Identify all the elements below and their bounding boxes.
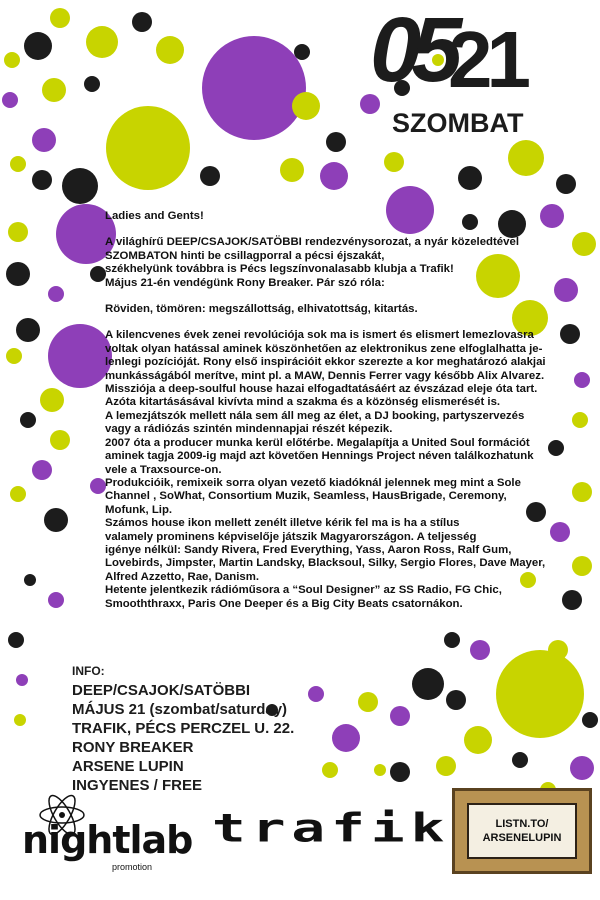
polka-dot (444, 632, 460, 648)
polka-dot (570, 756, 594, 780)
polka-dot (436, 756, 456, 776)
polka-dot (358, 692, 378, 712)
listn-line2: ARSENELUPIN (482, 832, 562, 844)
polka-dot (50, 430, 70, 450)
polka-dot (496, 650, 584, 738)
nightlab-subtitle: promotion (112, 862, 153, 872)
info-line: MÁJUS 21 (szombat/saturday) (72, 701, 288, 718)
biography-paragraph: A kilencvenes évek zenei revolúciója sok ma is ismert és elismert lemezlovasra voltak olyan hatással aminek köszönhetően az elektronikus zene elfoglalhatta je- lenlegi pozícióját. Rony első inspirációit ekkor szerezte a kor meghatározó alakjai munkásságából merítve, mint pl. a MAW, Dennis Ferrer vagy később Alix Alvarez. Missziója a deep-soulful house hazai elfogadtatásáért az évszázad eleje óta tart. Azóta kitartásásával kivívta mind a szakma és a közönség elismerését is. A lemezjátszók mellett nála sem áll meg az élet, a DJ booking, partyszervezés vagy a rádiózás szintén mindennapjai részét képezik. 2007 óta a producer munka kerül előtérbe. Megalapítja a United Soul formációt aminek tagja 2009-ig majd azt követően Hennings Project néven találkozhatunk vele a Traxsource-on. Produkcióik, remixeik sorra olyan vezető kiadóknál jelennek meg mint a Sole Channel , SoWhat, Consortium Muzik, Seamless, HausBrigade, Ceremony, Mofunk, Lip. Számos house ikon mellett zenélt illetve kérik fel ma is ha a stílus valamely prominens képviselője játszik Magyarországon. A teljesség igénye nélkül: Sandy Rivera, Fred Everything, Yass, Aaron Ross, Ralf Gum, Lovebirds, Jimpster, Martin Landsky, Blacksoul, Silky, Sergio Flores, Dave Mayer, Alfred Azzetto, Rae, Danism. Hetente jelentkezik rádióműsora a “Soul Designer” az SS Radio, FG Chic, Smooththraxx, Paris One Deeper és a Big City Beats csatornákon. (105, 329, 546, 610)
polka-dot (560, 324, 580, 344)
polka-dot (90, 478, 106, 494)
info-line: DEEP/CSAJOK/SATÖBBI (72, 682, 251, 699)
polka-dot (90, 266, 106, 282)
polka-dot (390, 706, 410, 726)
polka-dot (280, 158, 304, 182)
polka-dot (44, 508, 68, 532)
info-line: TRAFIK, PÉCS PERCZEL U. 22. (72, 720, 295, 737)
polka-dot (24, 574, 36, 586)
polka-dot (42, 78, 66, 102)
nightlab-wordmark: nightlab (22, 818, 193, 862)
polka-dot (32, 170, 52, 190)
info-block (72, 664, 294, 795)
polka-dot (412, 668, 444, 700)
polka-dot (16, 318, 40, 342)
polka-dot (308, 686, 324, 702)
polka-dot (384, 152, 404, 172)
info-line: RONY BREAKER (72, 739, 194, 756)
polka-dot (548, 440, 564, 456)
polka-dot (48, 592, 64, 608)
nightlab-logo (12, 790, 192, 890)
info-line: ARSENE LUPIN (72, 758, 184, 775)
polka-dot (374, 764, 386, 776)
polka-dot (562, 590, 582, 610)
polka-dot (8, 222, 28, 242)
intro-paragraph: A világhírű DEEP/CSAJOK/SATÖBBI rendezvénysorozat, a nyár közeledtével SZOMBATON hinti be csillagporral a pécsi éjszakát, székhelyünk továbbra is Pécs legszínvonalasabb klubja a Trafik! Május 21-én vendégünk Rony Breaker. Pár szó róla: (105, 236, 519, 289)
polka-dot (48, 286, 64, 302)
trafik-logo: trafik (212, 806, 451, 852)
polka-dot (572, 412, 588, 428)
polka-dot (464, 726, 492, 754)
polka-dot (326, 132, 346, 152)
polka-dot (4, 52, 20, 68)
polka-dot (572, 482, 592, 502)
date-day-number: 21 (448, 15, 525, 104)
polka-dot (2, 92, 18, 108)
polka-dot (508, 140, 544, 176)
polka-dot (322, 762, 338, 778)
polka-dot (106, 106, 190, 190)
polka-dot (8, 632, 24, 648)
polka-dot (132, 12, 152, 32)
tagline-paragraph: Röviden, tömören: megszállottság, elhivatottság, kitartás. (105, 303, 418, 316)
polka-dot (512, 752, 528, 768)
polka-dot (572, 232, 596, 256)
polka-dot (10, 156, 26, 172)
listn-line1: LISTN.TO/ (495, 818, 549, 830)
polka-dot (574, 372, 590, 388)
polka-dot (10, 486, 26, 502)
polka-dot (556, 174, 576, 194)
weekday: SZOMBAT (392, 108, 524, 138)
polka-dot (332, 724, 360, 752)
polka-dot (582, 712, 598, 728)
listn-frame[interactable] (452, 788, 592, 874)
greeting: Ladies and Gents! (105, 210, 204, 222)
polka-dot (62, 168, 98, 204)
polka-dot (16, 674, 28, 686)
polka-dot (24, 32, 52, 60)
polka-dot (550, 522, 570, 542)
polka-dot (470, 640, 490, 660)
polka-dot (446, 690, 466, 710)
polka-dot (84, 76, 100, 92)
polka-dot (320, 162, 348, 190)
polka-dot (6, 348, 22, 364)
polka-dot (156, 36, 184, 64)
polka-dot (554, 278, 578, 302)
polka-dot (14, 714, 26, 726)
info-line: INGYENES / FREE (72, 777, 203, 794)
date-month: 05 (370, 0, 453, 101)
polka-dot (50, 8, 70, 28)
polka-dot (458, 166, 482, 190)
polka-dot (6, 262, 30, 286)
polka-dot (86, 26, 118, 58)
polka-dot (48, 324, 112, 388)
polka-dot (20, 412, 36, 428)
polka-dot (202, 36, 306, 140)
polka-dot (572, 556, 592, 576)
polka-dot (40, 388, 64, 412)
polka-dot (32, 128, 56, 152)
description (105, 210, 550, 611)
event-date (370, 0, 590, 144)
polka-dot (390, 762, 410, 782)
info-label: INFO: (72, 664, 105, 678)
polka-dot (32, 460, 52, 480)
polka-dot (292, 92, 320, 120)
polka-dot (200, 166, 220, 186)
polka-dot (294, 44, 310, 60)
